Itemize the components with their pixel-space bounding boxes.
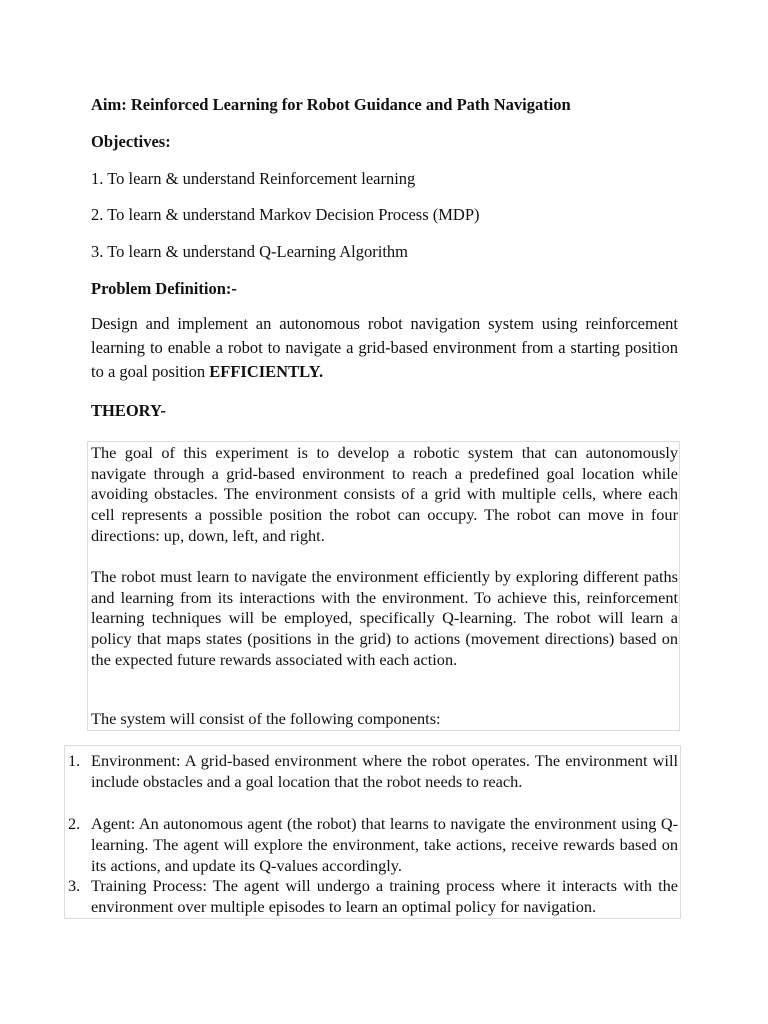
objectives-heading: Objectives: (91, 132, 171, 151)
problem-definition-text (91, 312, 678, 384)
component-text: Training Process: The agent will undergo a training process where it interacts with the environment over multiple episodes to learn an optimal policy for navigation. (91, 876, 678, 916)
component-text: Environment: A grid-based environment where the robot operates. The environment will include obstacles and a goal location that the robot needs to reach. (91, 751, 678, 791)
theory-paragraph-3: The system will consist of the following components: (91, 709, 441, 728)
component-number: 3. (68, 876, 81, 895)
problem-definition-body: Design and implement an autonomous robot navigation system using reinforcement learning to enable a robot to navigate a grid-based environment from a starting position to a goal position (91, 314, 678, 381)
aim-heading: Aim: Reinforced Learning for Robot Guidance and Path Navigation (91, 95, 571, 114)
objective-item-3: 3. To learn & understand Q-Learning Algorithm (91, 242, 409, 261)
objective-item-1: 1. To learn & understand Reinforcement learning (91, 169, 416, 188)
problem-definition-emphasis: EFFICIENTLY. (209, 362, 324, 381)
theory-paragraph-1: The goal of this experiment is to develop a robotic system that can autonomously navigate through a grid-based environment to reach a predefined goal location while avoiding obstacles. The environment consists of a grid with multiple cells, where each cell represents a possible position the robot can occupy. The robot can move in four directions: up, down, left, and right. (91, 443, 678, 545)
component-number: 1. (68, 751, 81, 770)
problem-definition-heading: Problem Definition:- (91, 279, 237, 298)
component-item-2 (68, 814, 678, 876)
component-number: 2. (68, 814, 81, 833)
component-item-3 (68, 876, 678, 918)
component-text: Agent: An autonomous agent (the robot) that learns to navigate the environment using Q-learning. The agent will explore the environment, take actions, receive rewards based on its actions, and update its Q-values accordingly. (91, 814, 678, 875)
objective-item-2: 2. To learn & understand Markov Decision Process (MDP) (91, 205, 480, 224)
theory-paragraph-2: The robot must learn to navigate the environment efficiently by exploring different paths and learning from its interactions with the environment. To achieve this, reinforcement learning techniques will be employed, specifically Q-learning. The robot will learn a policy that maps states (positions in the grid) to actions (movement directions) based on the expected future rewards associated with each action. (91, 567, 678, 669)
component-item-1 (68, 751, 678, 793)
theory-heading: THEORY- (91, 401, 166, 420)
